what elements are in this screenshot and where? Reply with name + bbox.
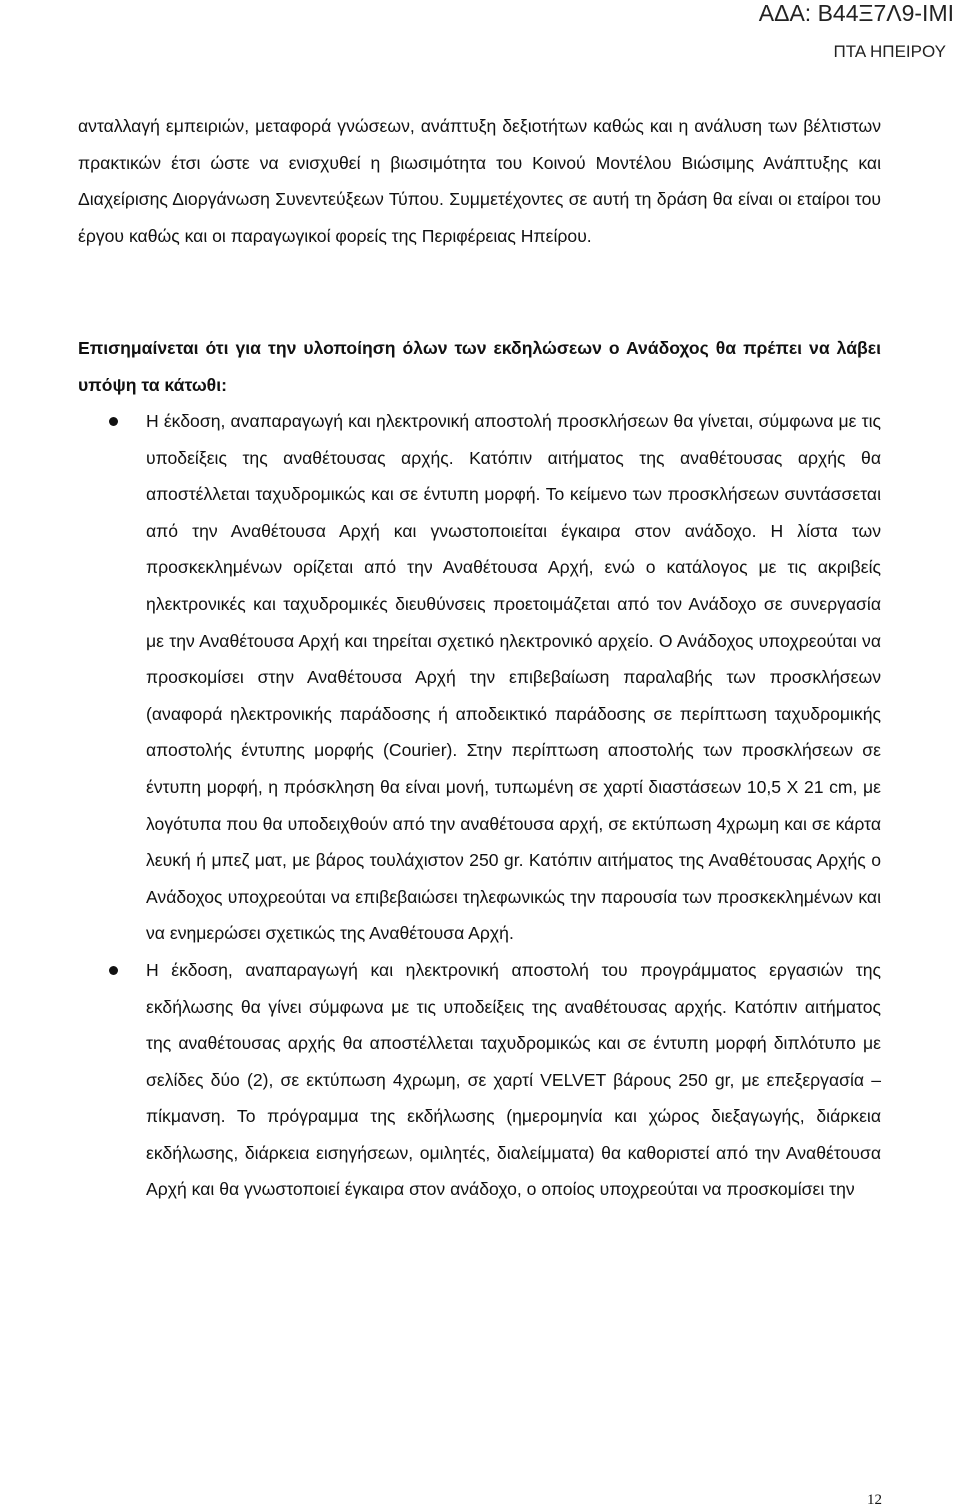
- paragraph-notice: Επισημαίνεται ότι για την υλοποίηση όλων των εκδηλώσεων ο Ανάδοχος θα πρέπει να λάβει υπόψη τα κάτωθι:: [78, 338, 881, 395]
- page-number: 12: [867, 1492, 882, 1508]
- bullet-icon: [109, 966, 118, 975]
- bullet-text-invitations: Η έκδοση, αναπαραγωγή και ηλεκτρονική αποστολή προσκλήσεων θα γίνεται, σύμφωνα με τις υποδείξεις της αναθέτουσας αρχής. Κατόπιν αιτήματος της αναθέτουσας αρχής θα αποστέλλεται ταχυδρομικώς και σε έντυπη μορφή. Το κείμενο των προσκλήσεων συντάσσεται από την Αναθέτουσα Αρχή και γνωστοποιείται έγκαιρα στον ανάδοχο. Η λίστα των προσκεκλημένων ορίζεται από την Αναθέτουσα Αρχή, ενώ ο κατάλογος με τις ακριβείς ηλεκτρονικές και ταχυδρομικές διευθύνσεις προετοιμάζεται από τον Ανάδοχο σε συνεργασία με την Αναθέτουσα Αρχή και τηρείται σχετικό ηλεκτρονικό αρχείο. Ο Ανάδοχος υποχρεούται να προσκομίσει στην Αναθέτουσα Αρχή την επιβεβαίωση παραλαβής των προσκλήσεων (αναφορά ηλεκτρονικής παράδοσης ή αποδεικτικό παράδοσης σε περίπτωση ταχυδρομικής αποστολής έντυπης μορφής (Courier). Στην περίπτωση αποστολής των προσκλήσεων σε έντυπη μορφή, η πρόσκληση θα είναι μονή, τυπωμένη σε χαρτί διαστάσεων 10,5 Χ 21 cm, με λογότυπα που θα υποδειχθούν από την αναθέτουσα αρχή, σε εκτύπωση 4χρωμη και σε κάρτα λευκή ή μπεζ ματ, με βάρος τουλάχιστον 250 gr. Κατόπιν αιτήματος της Αναθέτουσας Αρχής ο Ανάδοχος υποχρεούται να επιβεβαιώσει τηλεφωνικώς την παρουσία των προσκεκλημένων και να ενημερώσει σχετικώς της Αναθέτουσα Αρχή.: [146, 411, 881, 944]
- bullet-list: [0, 403, 960, 1208]
- list-item: [0, 403, 960, 952]
- bullet-icon: [109, 417, 118, 426]
- bullet-text-program: Η έκδοση, αναπαραγωγή και ηλεκτρονική αποστολή του προγράμματος εργασιών της εκδήλωσης θα γίνει σύμφωνα με τις υποδείξεις της αναθέτουσας αρχής. Κατόπιν αιτήματος της αναθέτουσας αρχής θα αποστέλλεται ταχυδρομικώς και σε έντυπη μορφή διπλότυπο με σελίδες δύο (2), σε εκτύπωση 4χρωμη, σε χαρτί VELVET βάρους 250 gr, με επεξεργασία – πίκμανση. Το πρόγραμμα της εκδήλωσης (ημερομηνία και χώρος διεξαγωγής, διάρκεια εκδήλωσης, διάρκεια εισηγήσεων, ομιλητές, διαλείμματα) θα καθοριστεί από την Αναθέτουσα Αρχή και θα γνωστοποιεί έγκαιρα στον ανάδοχο, ο οποίος υποχρεούται να προσκομίσει την: [146, 959, 881, 1200]
- ada-code: ΑΔΑ: Β44Ξ7Λ9-ΙΜΙ: [758, 0, 954, 26]
- organization-name: ΠΤΑ ΗΠΕΙΡΟΥ: [833, 42, 946, 61]
- list-item: [0, 952, 960, 1208]
- paragraph-intro: ανταλλαγή εμπειριών, μεταφορά γνώσεων, ανάπτυξη δεξιοτήτων καθώς και η ανάλυση των βέλτιστων πρακτικών έτσι ώστε να ενισχυθεί η βιωσιμότητα του Κοινού Μοντέλου Βιώσιμης Ανάπτυξης και Διαχείρισης Διοργάνωση Συνεντεύξεων Τύπου. Συμμετέχοντες σε αυτή τη δράση θα είναι οι εταίροι του έργου καθώς και οι παραγωγικοί φορείς της Περιφέρειας Ηπείρου.: [78, 116, 881, 246]
